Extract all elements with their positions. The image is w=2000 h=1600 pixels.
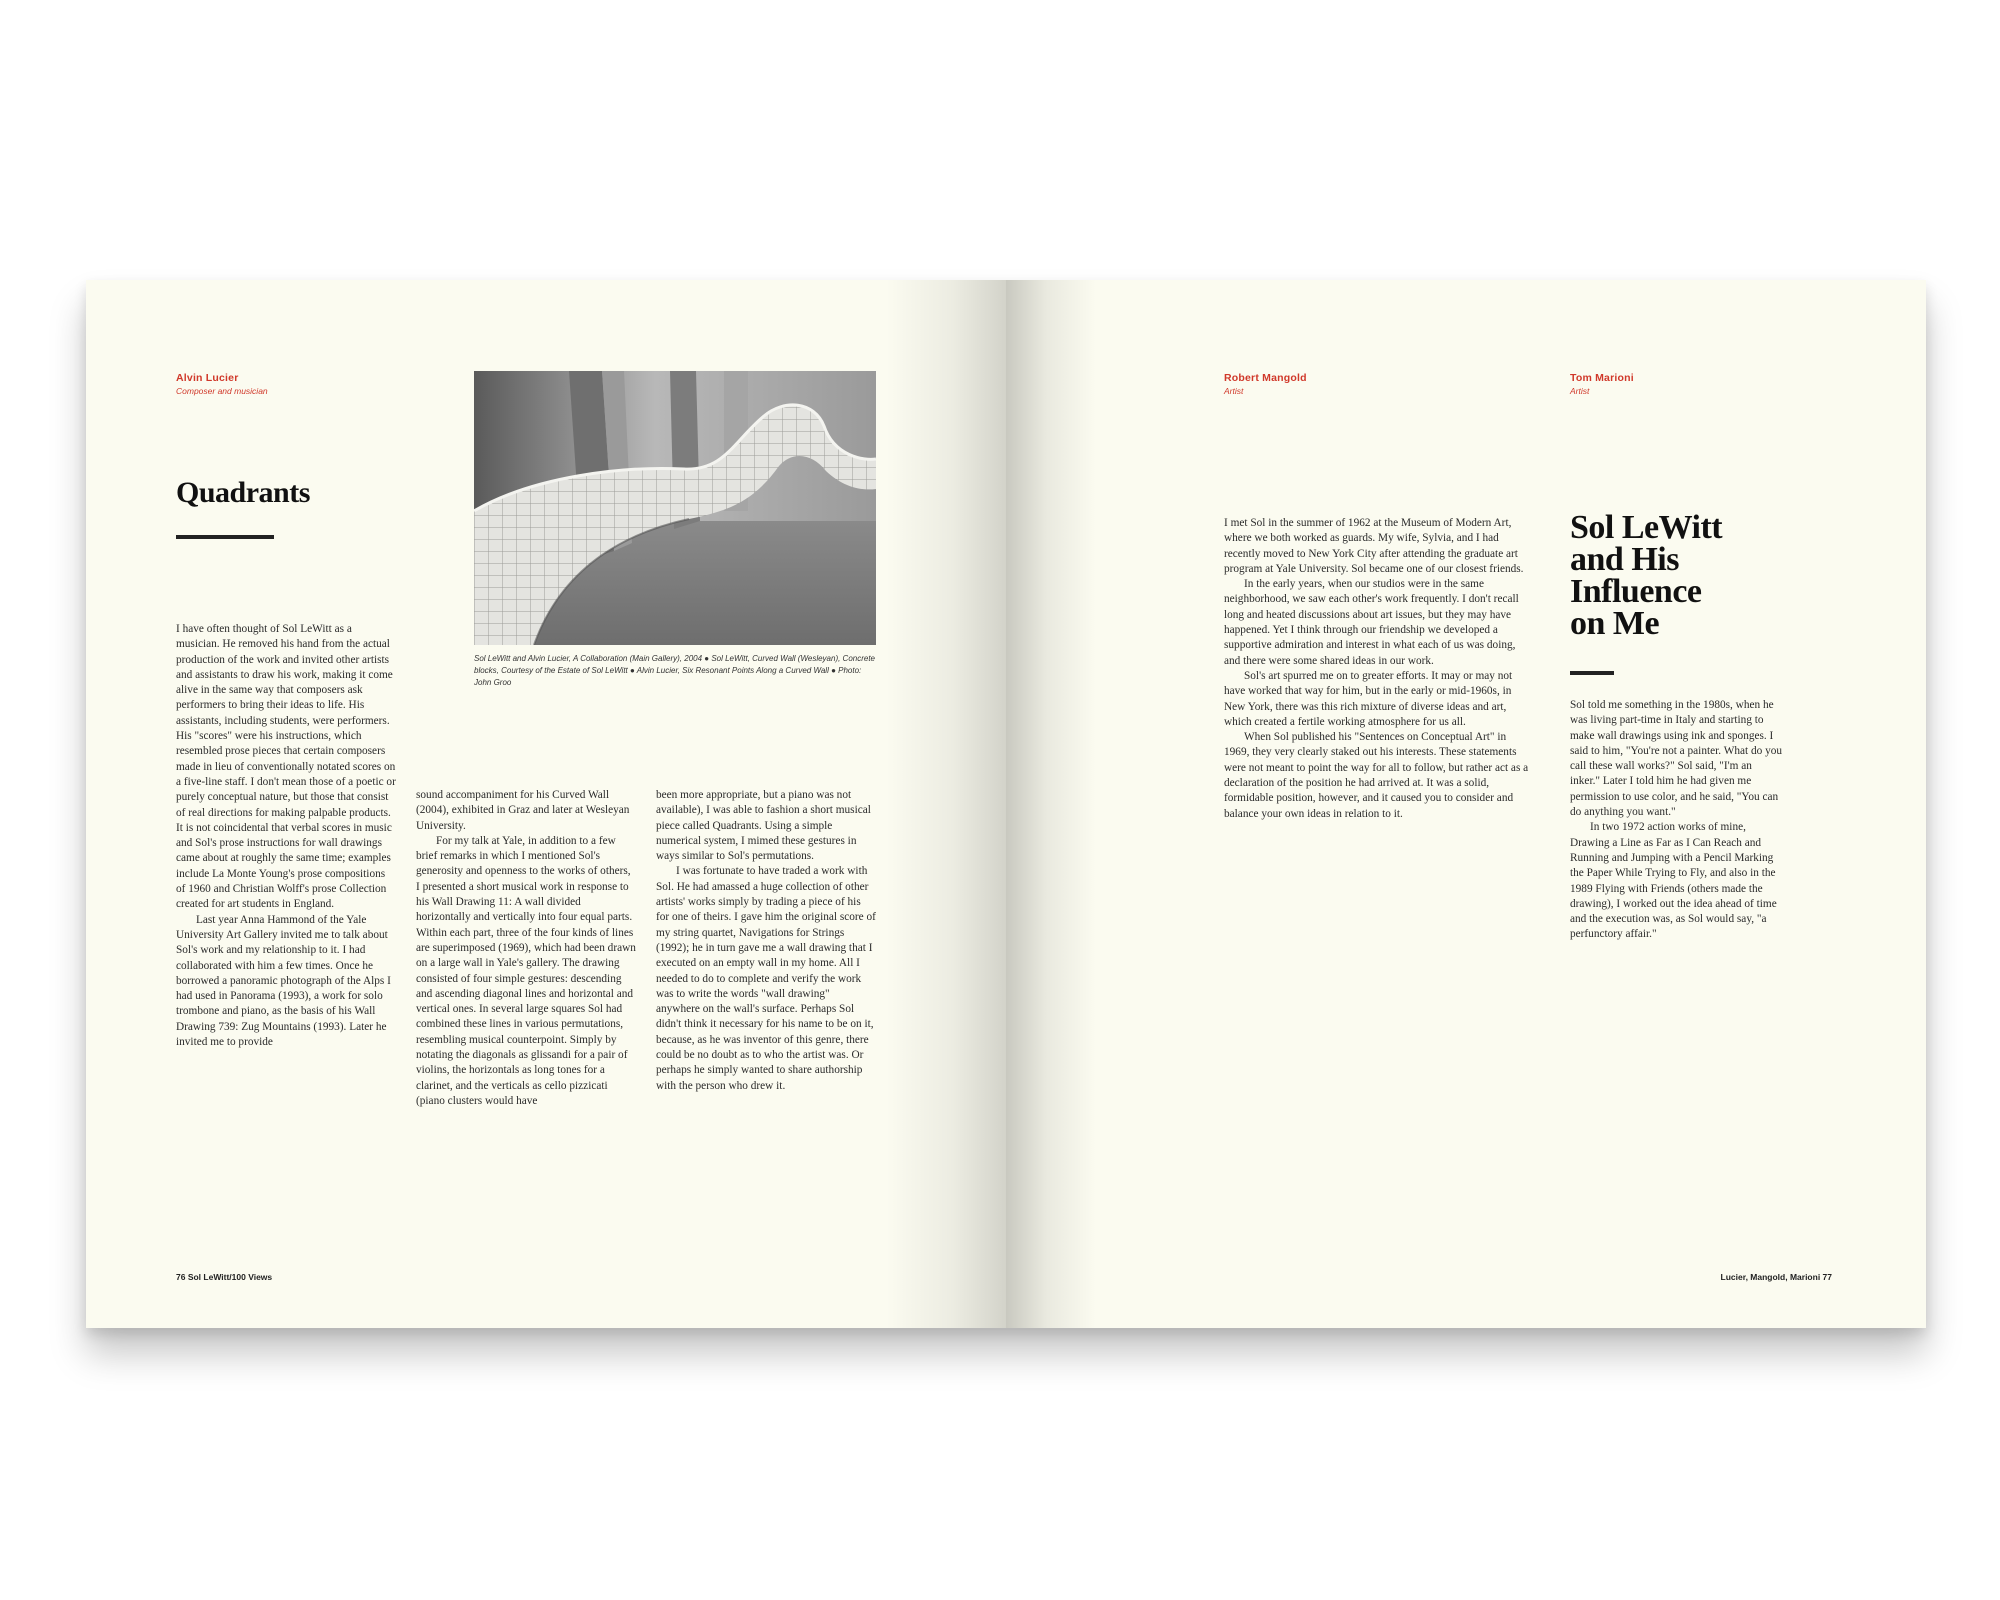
author-name-lucier: Alvin Lucier bbox=[176, 372, 239, 384]
folio-right: Lucier, Mangold, Marioni 77 bbox=[1720, 1272, 1832, 1282]
author-name-mangold: Robert Mangold bbox=[1224, 372, 1307, 384]
paragraph: In the early years, when our studios were in the same neighborhood, we saw each other's work frequently. I don't recall long and heated discussions about art issues, but they may have happened. Yet I think through our friendship we developed a supportive admiration and interest in what each of us was doing, and there were some shared ideas in our work. bbox=[1224, 578, 1519, 667]
title-line: Influence bbox=[1570, 573, 1702, 610]
marioni-column bbox=[1570, 698, 1784, 943]
paragraph: sound accompaniment for his Curved Wall (2004), exhibited in Graz and later at Wesleyan University. bbox=[416, 789, 630, 832]
left-page bbox=[86, 280, 1006, 1328]
paragraph: For my talk at Yale, in addition to a few brief remarks in which I mentioned Sol's generosity and openness to the works of others, I presented a short musical work in response to his Wall Drawing 11: A wall divided horizontally and vertically into four equal parts. Within each part, three of the four kinds of lines are superimposed (1969), which had been drawn on a large wall in Yale's gallery. The drawing consisted of four simple gestures: descending and ascending diagonal lines and horizontal and vertical ones. In several large squares Sol had combined these lines in various permutations, resembling musical counterpoint. Simply by notating the diagonals as glissandi for a pair of violins, the horizontals as long tones for a clarinet, and the verticals as cello pizzicati (piano clusters would have bbox=[416, 834, 636, 1107]
paragraph: In two 1972 action works of mine, Drawing a Line as Far as I Can Reach and Running and Jumping with a Pencil Marking the Paper While Trying to Fly, and also in the 1989 Flying with Friends (others made the drawing), I worked out the idea ahead of time and the execution was, as Sol would say, "a perfunctory affair." bbox=[1570, 821, 1777, 941]
mangold-column bbox=[1224, 516, 1530, 822]
paragraph: I have often thought of Sol LeWitt as a musician. He removed his hand from the actual production of the work and invited other artists and assistants to draw his work, making it come alive in the same way that composers ask performers to bring their ideas to life. His assistants, including students, were performers. His "scores" were his instructions, which resembled prose pieces that certain composers made in lieu of conventionally notated scores on a five-line staff. I don't mean those of a poetic or purely conceptual nature, but those that consist of real directions for making palpable products. It is not coincidental that verbal scores in music and Sol's prose instructions for wall drawings came about at roughly the same time; examples include La Monte Young's prose compositions of 1960 and Christian Wolff's prose Collection created for art students in England. bbox=[176, 623, 396, 911]
paragraph: When Sol published his "Sentences on Conceptual Art" in 1969, they very clearly staked out his interests. These statements were not meant to point the way for all to follow, but rather act as a declaration of the position he had arrived at. It was a solid, formidable position, however, and it caused you to consider and balance your own ideas in relation to it. bbox=[1224, 731, 1529, 820]
article-title-influence bbox=[1570, 509, 1723, 642]
author-name-marioni: Tom Marioni bbox=[1570, 372, 1634, 384]
paragraph: I was fortunate to have traded a work with Sol. He had amassed a huge collection of other artists' works simply by trading a piece of his for one of theirs. I gave him the original score of my string quartet, Navigations for Strings (1992); he in turn gave me a wall drawing that I executed on an empty wall in my home. All I needed to do to complete and verify the work was to write the words "wall drawing" anywhere on the wall's surface. Perhaps Sol didn't think it necessary for his name to be on it, because, as he was inventor of this genre, there could be no doubt as to who the artist was. Or perhaps he simply wanted to share authorship with the person who drew it. bbox=[656, 865, 876, 1092]
title-rule bbox=[176, 535, 274, 539]
folio-left: 76 Sol LeWitt/100 Views bbox=[176, 1272, 273, 1282]
author-role-marioni: Artist bbox=[1570, 386, 1590, 396]
paragraph: Sol told me something in the 1980s, when he was living part-time in Italy and starting to make wall drawings using ink and sponges. I said to him, "You're not a painter. What do you call these wall works?" Sol said, "I'm an inker." Later I told him he had given me permission to use color, and he said, "You can do anything you want." bbox=[1570, 699, 1783, 819]
text-column-1 bbox=[176, 622, 396, 1050]
curved-wall-photo bbox=[474, 371, 876, 645]
article-title-quadrants: Quadrants bbox=[176, 476, 310, 509]
author-role-lucier: Composer and musician bbox=[176, 386, 268, 396]
photo-caption: Sol LeWitt and Alvin Lucier, A Collaboration (Main Gallery), 2004 ● Sol LeWitt, Curved Wall (Wesleyan), Concrete blocks, Courtesy of the Estate of Sol LeWitt ● Alvin Lucier, Six Resonant Points Along a Curved Wall ● Photo: John Groo bbox=[474, 654, 876, 687]
title-line: Sol LeWitt bbox=[1570, 509, 1723, 546]
paragraph: Last year Anna Hammond of the Yale University Art Gallery invited me to talk about Sol's work and my relationship to it. I had collaborated with him a few times. Once he borrowed a panoramic photograph of the Alps I had used in Panorama (1993), a work for solo trombone and piano, as the basis of his Wall Drawing 739: Zug Mountains (1993). Later he invited me to provide bbox=[176, 913, 391, 1049]
text-column-3 bbox=[656, 788, 876, 1094]
author-role-mangold: Artist bbox=[1224, 386, 1244, 396]
gutter-shadow bbox=[1006, 280, 1096, 1328]
paragraph: been more appropriate, but a piano was not available), I was able to fashion a short musical piece called Quadrants. Using a simple numerical system, I mimed these gestures in ways similar to Sol's permutations. bbox=[656, 789, 871, 863]
paragraph: I met Sol in the summer of 1962 at the Museum of Modern Art, where we both worked as guards. My wife, Sylvia, and I had recently moved to New York City after attending the graduate art program at Yale University. Sol became one of our closest friends. bbox=[1224, 517, 1524, 575]
title-line: on Me bbox=[1570, 605, 1660, 642]
text-column-2 bbox=[416, 788, 636, 1109]
paragraph: Sol's art spurred me on to greater efforts. It may or may not have worked that way for him, but in the early or mid-1960s, in New York, there was this rich mixture of diverse ideas and art, which created a fertile working atmosphere for us all. bbox=[1224, 669, 1513, 728]
book-spread bbox=[86, 280, 1926, 1328]
title-line: and His bbox=[1570, 541, 1679, 578]
gutter-shadow bbox=[886, 280, 1006, 1328]
right-page bbox=[1006, 280, 1926, 1328]
title-rule bbox=[1570, 671, 1614, 675]
